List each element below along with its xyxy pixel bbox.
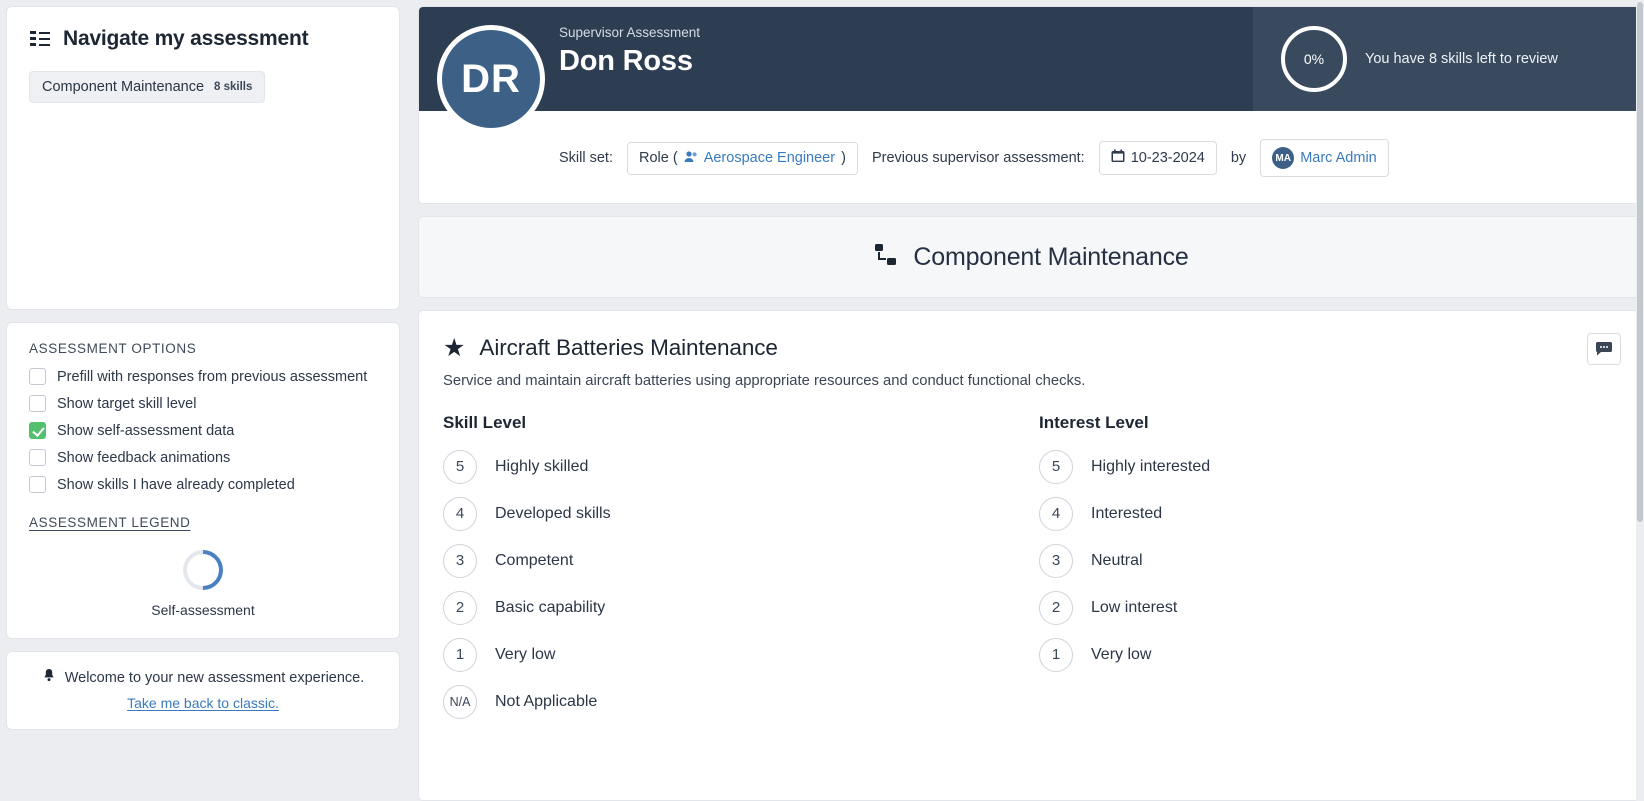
by-label: by [1230, 150, 1247, 166]
rating-label: Low interest [1091, 598, 1178, 616]
progress-ring: 0% [1281, 26, 1347, 92]
rating-label: Developed skills [495, 504, 611, 522]
navigate-assessment-card [6, 6, 400, 310]
rating-circle[interactable]: 3 [1039, 544, 1073, 578]
comment-icon[interactable] [1587, 333, 1621, 365]
rating-label: Very low [1091, 645, 1152, 663]
component-icon [873, 242, 899, 273]
progress-panel [1253, 7, 1643, 111]
rating-circle[interactable]: 3 [443, 544, 477, 578]
interest-level-option-2[interactable] [1039, 584, 1615, 631]
skill-header [443, 335, 1615, 361]
assessment-options-heading: ASSESSMENT OPTIONS [29, 341, 197, 356]
assessment-options-card [6, 322, 400, 639]
skill-level-option-5[interactable] [443, 443, 1029, 490]
legend-caption: Self-assessment [151, 602, 255, 618]
interest-level-option-4[interactable] [1039, 490, 1615, 537]
welcome-text: Welcome to your new assessment experience. [64, 669, 365, 686]
skill-level-option-4[interactable] [443, 490, 1029, 537]
checkbox-show-completed-skills[interactable] [29, 476, 46, 493]
sidebar-item-skill-count: 8 skills [214, 81, 253, 93]
page-title: Navigate my assessment [63, 27, 309, 50]
sidebar-item-label: Component Maintenance [42, 79, 205, 95]
avatar: DR [437, 25, 545, 133]
sidebar [0, 0, 408, 801]
option-label: Show feedback animations [57, 449, 231, 466]
main-content [408, 0, 1644, 801]
skill-title: Aircraft Batteries Maintenance [479, 335, 778, 360]
skill-level-option-na[interactable] [443, 678, 1029, 725]
rating-label: Highly interested [1091, 457, 1211, 475]
option-show-target-skill-level[interactable] [29, 395, 377, 412]
rating-label: Not Applicable [495, 692, 598, 710]
interest-level-option-5[interactable] [1039, 443, 1615, 490]
option-prefill-previous[interactable] [29, 368, 377, 385]
skill-level-option-1[interactable] [443, 631, 1029, 678]
star-icon: ★ [443, 333, 466, 362]
interest-level-title: Interest Level [1039, 413, 1149, 432]
assessor-pill[interactable] [1260, 139, 1389, 177]
rating-label: Basic capability [495, 598, 606, 616]
role-prefix: Role ( [639, 150, 678, 166]
option-show-self-assessment-data[interactable] [29, 422, 377, 439]
option-label: Prefill with responses from previous assessment [57, 368, 368, 385]
employee-name: Don Ross [559, 45, 693, 77]
interest-level-option-1[interactable] [1039, 631, 1615, 678]
rating-circle[interactable]: N/A [443, 685, 477, 719]
assessment-header-card [418, 6, 1644, 204]
role-icon [684, 150, 698, 167]
rating-label: Competent [495, 551, 574, 569]
checkbox-show-feedback-animations[interactable] [29, 449, 46, 466]
rating-circle[interactable]: 4 [1039, 497, 1073, 531]
skill-description: Service and maintain aircraft batteries using appropriate resources and conduct functional checks. [443, 373, 1086, 389]
assessment-meta-row [419, 111, 1643, 205]
progress-text: You have 8 skills left to review [1365, 51, 1558, 67]
checkbox-show-self-assessment-data[interactable] [29, 422, 46, 439]
rating-label: Highly skilled [495, 457, 589, 475]
previous-assessment-date: 10-23-2024 [1130, 150, 1205, 166]
rating-circle[interactable]: 1 [443, 638, 477, 672]
skill-card [418, 310, 1644, 801]
previous-assessment-label: Previous supervisor assessment: [871, 150, 1085, 166]
checkbox-prefill-previous[interactable] [29, 368, 46, 385]
option-label: Show self-assessment data [57, 422, 235, 439]
interest-level-option-3[interactable] [1039, 537, 1615, 584]
assessment-legend-body [29, 550, 377, 618]
welcome-row [27, 668, 379, 687]
option-label: Show target skill level [57, 395, 197, 412]
rating-label: Neutral [1091, 551, 1143, 569]
interest-level-column [1029, 413, 1615, 725]
rating-circle[interactable]: 1 [1039, 638, 1073, 672]
skill-set-role-pill[interactable] [627, 142, 858, 175]
skill-group-header [418, 216, 1644, 298]
back-to-classic-link[interactable]: Take me back to classic. [127, 695, 279, 711]
skill-group-title: Component Maintenance [913, 242, 1189, 271]
option-show-feedback-animations[interactable] [29, 449, 377, 466]
assessor-name-link[interactable]: Marc Admin [1300, 150, 1377, 166]
assessment-type-label: Supervisor Assessment [559, 25, 701, 40]
self-assessment-ring-icon [175, 542, 232, 599]
rating-label: Interested [1091, 504, 1163, 522]
bell-icon [42, 668, 56, 687]
role-suffix: ) [841, 150, 846, 166]
checkbox-show-target-skill-level[interactable] [29, 395, 46, 412]
welcome-card [6, 651, 400, 730]
list-tree-icon [29, 29, 51, 49]
rating-circle[interactable]: 4 [443, 497, 477, 531]
rating-columns [443, 413, 1615, 725]
role-name-link[interactable]: Aerospace Engineer [703, 150, 836, 166]
skill-set-label: Skill set: [559, 150, 613, 166]
skill-level-title: Skill Level [443, 413, 527, 432]
rating-label: Very low [495, 645, 556, 663]
option-show-completed-skills[interactable] [29, 476, 377, 493]
page-scrollbar[interactable] [1636, 0, 1644, 801]
rating-circle[interactable]: 5 [1039, 450, 1073, 484]
navigate-header [29, 27, 377, 51]
option-label: Show skills I have already completed [57, 476, 295, 493]
page-scrollbar-thumb[interactable] [1637, 2, 1643, 522]
header-titles [559, 7, 700, 111]
calendar-icon [1111, 149, 1125, 167]
rating-circle[interactable]: 5 [443, 450, 477, 484]
sidebar-item-component-maintenance[interactable] [29, 71, 265, 103]
rating-circle[interactable]: 2 [1039, 591, 1073, 625]
previous-assessment-date-pill[interactable] [1099, 141, 1217, 175]
assessment-legend-heading: ASSESSMENT LEGEND [29, 515, 191, 530]
rating-circle[interactable]: 2 [443, 591, 477, 625]
skill-level-option-3[interactable] [443, 537, 1029, 584]
skill-level-column [443, 413, 1029, 725]
skill-level-option-2[interactable] [443, 584, 1029, 631]
assessment-header-band [419, 7, 1643, 111]
assessor-avatar: MA [1272, 147, 1294, 169]
